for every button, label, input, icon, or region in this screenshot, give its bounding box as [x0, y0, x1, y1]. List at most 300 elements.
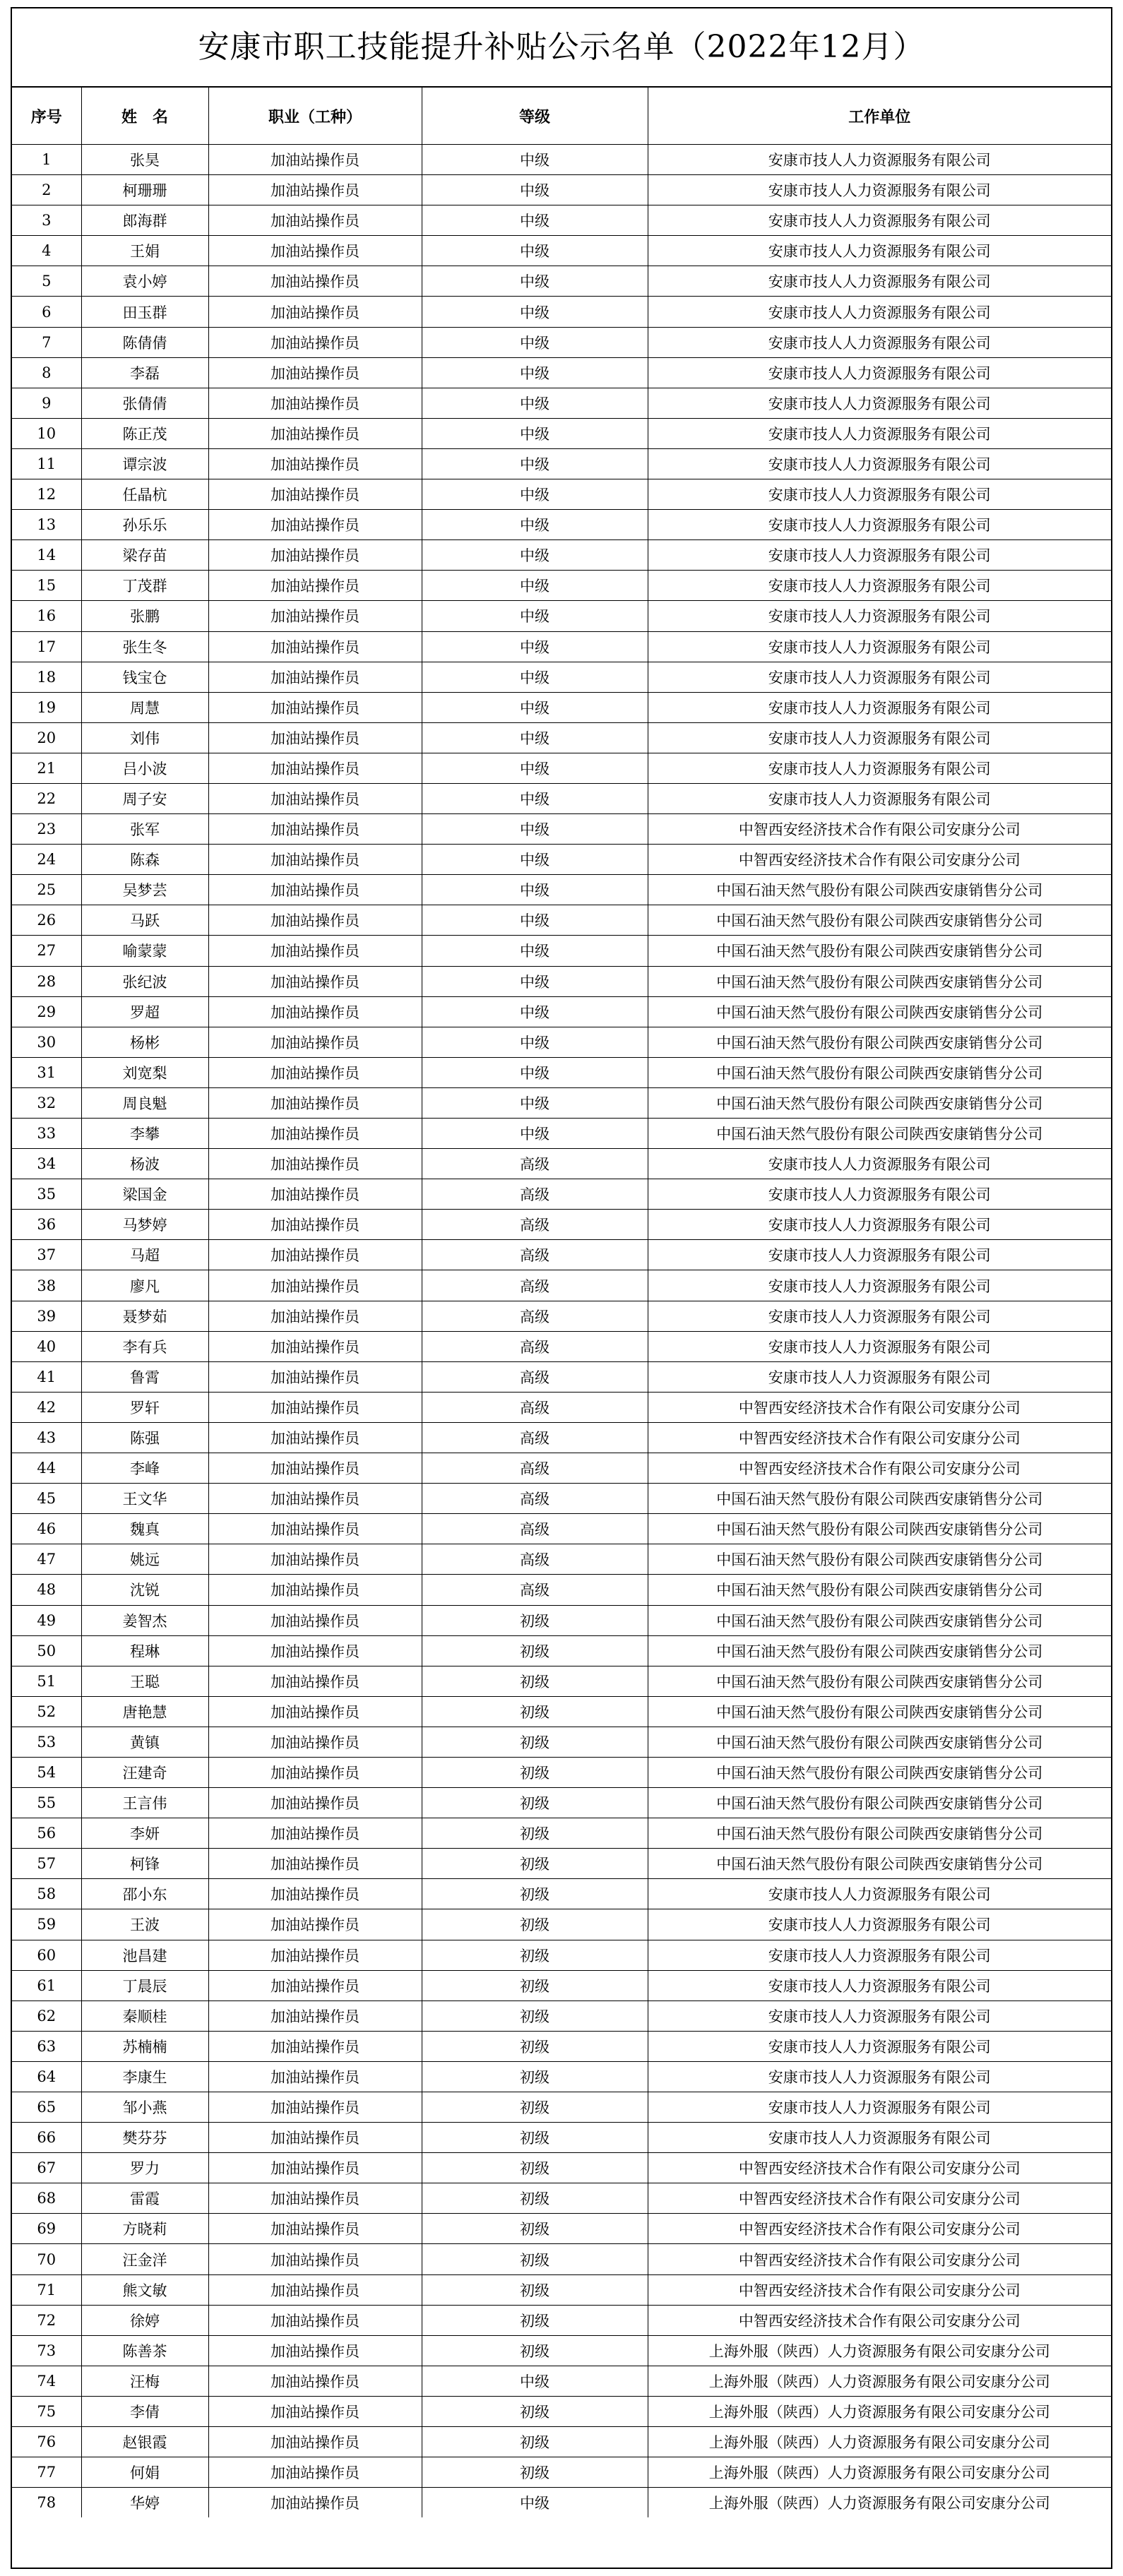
cell-level: 中级 [422, 875, 648, 905]
table-row [12, 1544, 1111, 1575]
cell-seq: 23 [12, 814, 81, 845]
cell-employer: 安康市技人人力资源服务有限公司 [648, 722, 1111, 753]
table-row [12, 966, 1111, 996]
header-employer: 工作单位 [648, 88, 1111, 145]
cell-level: 中级 [422, 357, 648, 388]
table-row [12, 2488, 1111, 2518]
table-row [12, 1331, 1111, 1361]
cell-occupation: 加油站操作员 [208, 1879, 422, 1909]
cell-employer: 安康市技人人力资源服务有限公司 [648, 540, 1111, 571]
roster-sheet [11, 7, 1112, 2569]
cell-occupation: 加油站操作员 [208, 1057, 422, 1087]
cell-seq: 65 [12, 2092, 81, 2123]
table-row [12, 2335, 1111, 2366]
cell-level: 中级 [422, 297, 648, 327]
cell-name: 沈锐 [81, 1575, 208, 1605]
cell-name: 雷霞 [81, 2183, 208, 2214]
table-row [12, 1119, 1111, 1149]
cell-seq: 10 [12, 418, 81, 448]
cell-employer: 安康市技人人力资源服务有限公司 [648, 662, 1111, 692]
cell-employer: 中国石油天然气股份有限公司陕西安康销售分公司 [648, 1605, 1111, 1635]
cell-level: 初级 [422, 2214, 648, 2244]
cell-level: 中级 [422, 662, 648, 692]
cell-seq: 9 [12, 388, 81, 418]
cell-employer: 安康市技人人力资源服务有限公司 [648, 692, 1111, 722]
cell-name: 华婷 [81, 2488, 208, 2518]
cell-seq: 71 [12, 2274, 81, 2305]
cell-employer: 中国石油天然气股份有限公司陕西安康销售分公司 [648, 1727, 1111, 1757]
cell-level: 初级 [422, 2061, 648, 2092]
table-row [12, 2305, 1111, 2335]
cell-seq: 13 [12, 510, 81, 540]
cell-seq: 34 [12, 1149, 81, 1179]
cell-occupation: 加油站操作员 [208, 1849, 422, 1879]
cell-occupation: 加油站操作员 [208, 1331, 422, 1361]
cell-seq: 58 [12, 1879, 81, 1909]
table-row [12, 601, 1111, 631]
table-row [12, 2123, 1111, 2153]
page-title: 安康市职工技能提升补贴公示名单（2022年12月） [12, 8, 1111, 88]
cell-name: 赵银霞 [81, 2427, 208, 2457]
cell-occupation: 加油站操作员 [208, 297, 422, 327]
cell-employer: 安康市技人人力资源服务有限公司 [648, 1270, 1111, 1301]
cell-employer: 安康市技人人力资源服务有限公司 [648, 145, 1111, 175]
cell-name: 任晶杭 [81, 479, 208, 510]
cell-employer: 中国石油天然气股份有限公司陕西安康销售分公司 [648, 1544, 1111, 1575]
cell-level: 中级 [422, 722, 648, 753]
cell-level: 初级 [422, 2183, 648, 2214]
cell-level: 中级 [422, 905, 648, 936]
cell-employer: 中国石油天然气股份有限公司陕西安康销售分公司 [648, 1666, 1111, 1696]
cell-seq: 28 [12, 966, 81, 996]
cell-name: 柯珊珊 [81, 175, 208, 205]
cell-occupation: 加油站操作员 [208, 2092, 422, 2123]
cell-name: 陈森 [81, 845, 208, 875]
cell-employer: 安康市技人人力资源服务有限公司 [648, 1361, 1111, 1392]
cell-level: 中级 [422, 418, 648, 448]
cell-employer: 安康市技人人力资源服务有限公司 [648, 388, 1111, 418]
table-row [12, 2244, 1111, 2274]
table-row [12, 692, 1111, 722]
cell-seq: 5 [12, 266, 81, 297]
cell-level: 中级 [422, 1087, 648, 1118]
cell-name: 熊文敏 [81, 2274, 208, 2305]
cell-name: 李峰 [81, 1453, 208, 1484]
cell-employer: 中国石油天然气股份有限公司陕西安康销售分公司 [648, 1757, 1111, 1787]
table-row [12, 1514, 1111, 1544]
table-row [12, 2457, 1111, 2488]
cell-employer: 安康市技人人力资源服务有限公司 [648, 1210, 1111, 1240]
table-row [12, 2061, 1111, 2092]
cell-level: 中级 [422, 571, 648, 601]
table-row [12, 1179, 1111, 1210]
cell-seq: 39 [12, 1301, 81, 1331]
cell-seq: 63 [12, 2031, 81, 2061]
cell-occupation: 加油站操作员 [208, 2244, 422, 2274]
table-row [12, 1635, 1111, 1666]
cell-seq: 4 [12, 236, 81, 266]
table-row [12, 1909, 1111, 1940]
cell-level: 高级 [422, 1331, 648, 1361]
cell-occupation: 加油站操作员 [208, 2061, 422, 2092]
cell-occupation: 加油站操作员 [208, 2274, 422, 2305]
cell-level: 高级 [422, 1453, 648, 1484]
cell-level: 中级 [422, 448, 648, 479]
cell-seq: 53 [12, 1727, 81, 1757]
cell-seq: 70 [12, 2244, 81, 2274]
cell-employer: 中国石油天然气股份有限公司陕西安康销售分公司 [648, 1696, 1111, 1727]
cell-level: 初级 [422, 2274, 648, 2305]
cell-name: 喻蒙蒙 [81, 936, 208, 966]
cell-seq: 55 [12, 1788, 81, 1818]
cell-name: 樊芬芬 [81, 2123, 208, 2153]
cell-occupation: 加油站操作员 [208, 2123, 422, 2153]
cell-seq: 16 [12, 601, 81, 631]
cell-employer: 上海外服（陕西）人力资源服务有限公司安康分公司 [648, 2366, 1111, 2396]
cell-occupation: 加油站操作员 [208, 540, 422, 571]
table-row [12, 2092, 1111, 2123]
cell-name: 王文华 [81, 1484, 208, 1514]
table-row [12, 1422, 1111, 1453]
cell-seq: 42 [12, 1392, 81, 1422]
cell-occupation: 加油站操作员 [208, 1119, 422, 1149]
cell-name: 吴梦芸 [81, 875, 208, 905]
table-row [12, 1210, 1111, 1240]
cell-name: 田玉群 [81, 297, 208, 327]
cell-level: 中级 [422, 601, 648, 631]
table-row [12, 1453, 1111, 1484]
cell-occupation: 加油站操作员 [208, 1666, 422, 1696]
cell-employer: 安康市技人人力资源服务有限公司 [648, 510, 1111, 540]
cell-occupation: 加油站操作员 [208, 2031, 422, 2061]
cell-occupation: 加油站操作员 [208, 1361, 422, 1392]
table-row [12, 357, 1111, 388]
table-row [12, 2153, 1111, 2183]
cell-occupation: 加油站操作员 [208, 1301, 422, 1331]
cell-level: 高级 [422, 1422, 648, 1453]
cell-occupation: 加油站操作员 [208, 936, 422, 966]
cell-occupation: 加油站操作员 [208, 1788, 422, 1818]
cell-employer: 中国石油天然气股份有限公司陕西安康销售分公司 [648, 966, 1111, 996]
cell-name: 苏楠楠 [81, 2031, 208, 2061]
table-row [12, 753, 1111, 783]
cell-seq: 57 [12, 1849, 81, 1879]
cell-name: 柯锋 [81, 1849, 208, 1879]
cell-name: 马梦婷 [81, 1210, 208, 1240]
cell-employer: 安康市技人人力资源服务有限公司 [648, 2061, 1111, 2092]
cell-occupation: 加油站操作员 [208, 1696, 422, 1727]
cell-employer: 安康市技人人力资源服务有限公司 [648, 236, 1111, 266]
cell-level: 高级 [422, 1575, 648, 1605]
table-row [12, 783, 1111, 813]
cell-seq: 52 [12, 1696, 81, 1727]
cell-name: 唐艳慧 [81, 1696, 208, 1727]
header-occupation: 职业（工种） [208, 88, 422, 145]
cell-name: 杨波 [81, 1149, 208, 1179]
table-row [12, 1727, 1111, 1757]
cell-level: 中级 [422, 1057, 648, 1087]
cell-name: 王波 [81, 1909, 208, 1940]
cell-seq: 2 [12, 175, 81, 205]
cell-occupation: 加油站操作员 [208, 327, 422, 357]
cell-employer: 安康市技人人力资源服务有限公司 [648, 448, 1111, 479]
cell-occupation: 加油站操作员 [208, 2427, 422, 2457]
cell-name: 罗轩 [81, 1392, 208, 1422]
cell-occupation: 加油站操作员 [208, 1392, 422, 1422]
cell-employer: 安康市技人人力资源服务有限公司 [648, 1970, 1111, 2000]
cell-level: 高级 [422, 1544, 648, 1575]
cell-name: 程琳 [81, 1635, 208, 1666]
cell-occupation: 加油站操作员 [208, 2488, 422, 2518]
cell-occupation: 加油站操作员 [208, 1210, 422, 1240]
cell-employer: 安康市技人人力资源服务有限公司 [648, 175, 1111, 205]
cell-level: 高级 [422, 1301, 648, 1331]
cell-seq: 75 [12, 2396, 81, 2426]
cell-occupation: 加油站操作员 [208, 601, 422, 631]
cell-seq: 36 [12, 1210, 81, 1240]
cell-employer: 中国石油天然气股份有限公司陕西安康销售分公司 [648, 1484, 1111, 1514]
cell-employer: 中智西安经济技术合作有限公司安康分公司 [648, 1453, 1111, 1484]
roster-table [12, 88, 1111, 2517]
cell-occupation: 加油站操作员 [208, 1970, 422, 2000]
cell-occupation: 加油站操作员 [208, 753, 422, 783]
table-row [12, 418, 1111, 448]
cell-name: 郎海群 [81, 205, 208, 236]
cell-seq: 20 [12, 722, 81, 753]
cell-occupation: 加油站操作员 [208, 448, 422, 479]
cell-employer: 安康市技人人力资源服务有限公司 [648, 1879, 1111, 1909]
table-row [12, 875, 1111, 905]
table-row [12, 388, 1111, 418]
cell-seq: 22 [12, 783, 81, 813]
cell-level: 初级 [422, 2305, 648, 2335]
cell-name: 邹小燕 [81, 2092, 208, 2123]
cell-name: 汪梅 [81, 2366, 208, 2396]
table-row [12, 1849, 1111, 1879]
cell-occupation: 加油站操作员 [208, 814, 422, 845]
cell-name: 陈善茶 [81, 2335, 208, 2366]
cell-name: 廖凡 [81, 1270, 208, 1301]
cell-name: 何娟 [81, 2457, 208, 2488]
cell-level: 中级 [422, 814, 648, 845]
cell-seq: 26 [12, 905, 81, 936]
cell-seq: 19 [12, 692, 81, 722]
cell-employer: 安康市技人人力资源服务有限公司 [648, 1149, 1111, 1179]
cell-employer: 中国石油天然气股份有限公司陕西安康销售分公司 [648, 1057, 1111, 1087]
table-row [12, 1484, 1111, 1514]
cell-employer: 中智西安经济技术合作有限公司安康分公司 [648, 2274, 1111, 2305]
cell-name: 刘伟 [81, 722, 208, 753]
cell-level: 中级 [422, 1027, 648, 1057]
cell-name: 汪金洋 [81, 2244, 208, 2274]
header-row [12, 88, 1111, 145]
cell-employer: 中国石油天然气股份有限公司陕西安康销售分公司 [648, 905, 1111, 936]
cell-occupation: 加油站操作员 [208, 1575, 422, 1605]
cell-seq: 43 [12, 1422, 81, 1453]
cell-occupation: 加油站操作员 [208, 1514, 422, 1544]
cell-employer: 中国石油天然气股份有限公司陕西安康销售分公司 [648, 1635, 1111, 1666]
cell-occupation: 加油站操作员 [208, 2153, 422, 2183]
table-row [12, 1970, 1111, 2000]
cell-seq: 25 [12, 875, 81, 905]
cell-level: 中级 [422, 388, 648, 418]
cell-occupation: 加油站操作员 [208, 2366, 422, 2396]
cell-seq: 78 [12, 2488, 81, 2518]
cell-seq: 15 [12, 571, 81, 601]
cell-seq: 21 [12, 753, 81, 783]
cell-employer: 中国石油天然气股份有限公司陕西安康销售分公司 [648, 1788, 1111, 1818]
cell-level: 初级 [422, 1727, 648, 1757]
cell-employer: 上海外服（陕西）人力资源服务有限公司安康分公司 [648, 2427, 1111, 2457]
cell-level: 高级 [422, 1361, 648, 1392]
cell-employer: 安康市技人人力资源服务有限公司 [648, 357, 1111, 388]
cell-seq: 69 [12, 2214, 81, 2244]
cell-seq: 47 [12, 1544, 81, 1575]
header-name: 姓 名 [81, 88, 208, 145]
cell-seq: 18 [12, 662, 81, 692]
cell-level: 中级 [422, 753, 648, 783]
table-row [12, 1270, 1111, 1301]
cell-level: 中级 [422, 1119, 648, 1149]
cell-name: 杨彬 [81, 1027, 208, 1057]
cell-level: 高级 [422, 1210, 648, 1240]
header-level: 等级 [422, 88, 648, 145]
cell-occupation: 加油站操作员 [208, 2335, 422, 2366]
table-row [12, 1666, 1111, 1696]
table-row [12, 327, 1111, 357]
cell-level: 中级 [422, 175, 648, 205]
cell-seq: 60 [12, 1940, 81, 1970]
table-row [12, 266, 1111, 297]
cell-occupation: 加油站操作员 [208, 357, 422, 388]
table-row [12, 905, 1111, 936]
cell-level: 中级 [422, 996, 648, 1027]
cell-employer: 中国石油天然气股份有限公司陕西安康销售分公司 [648, 1575, 1111, 1605]
cell-employer: 中智西安经济技术合作有限公司安康分公司 [648, 845, 1111, 875]
cell-level: 初级 [422, 1635, 648, 1666]
table-row [12, 2031, 1111, 2061]
cell-occupation: 加油站操作员 [208, 388, 422, 418]
cell-level: 初级 [422, 1849, 648, 1879]
cell-level: 中级 [422, 692, 648, 722]
table-row [12, 996, 1111, 1027]
cell-occupation: 加油站操作员 [208, 1757, 422, 1787]
cell-occupation: 加油站操作员 [208, 1087, 422, 1118]
cell-name: 张倩倩 [81, 388, 208, 418]
cell-name: 马超 [81, 1240, 208, 1270]
table-row [12, 236, 1111, 266]
cell-employer: 安康市技人人力资源服务有限公司 [648, 266, 1111, 297]
cell-employer: 中智西安经济技术合作有限公司安康分公司 [648, 814, 1111, 845]
cell-employer: 中国石油天然气股份有限公司陕西安康销售分公司 [648, 1119, 1111, 1149]
cell-name: 谭宗波 [81, 448, 208, 479]
cell-level: 初级 [422, 1940, 648, 1970]
cell-seq: 45 [12, 1484, 81, 1514]
cell-seq: 17 [12, 631, 81, 662]
cell-occupation: 加油站操作员 [208, 783, 422, 813]
cell-name: 池昌建 [81, 1940, 208, 1970]
cell-occupation: 加油站操作员 [208, 1909, 422, 1940]
cell-name: 鲁霄 [81, 1361, 208, 1392]
table-row [12, 2427, 1111, 2457]
cell-name: 吕小波 [81, 753, 208, 783]
cell-employer: 中国石油天然气股份有限公司陕西安康销售分公司 [648, 1027, 1111, 1057]
cell-seq: 14 [12, 540, 81, 571]
cell-name: 方晓莉 [81, 2214, 208, 2244]
cell-occupation: 加油站操作员 [208, 875, 422, 905]
cell-employer: 安康市技人人力资源服务有限公司 [648, 601, 1111, 631]
cell-occupation: 加油站操作员 [208, 631, 422, 662]
cell-employer: 安康市技人人力资源服务有限公司 [648, 327, 1111, 357]
cell-employer: 安康市技人人力资源服务有限公司 [648, 2031, 1111, 2061]
cell-level: 中级 [422, 631, 648, 662]
cell-employer: 中国石油天然气股份有限公司陕西安康销售分公司 [648, 875, 1111, 905]
cell-name: 邵小东 [81, 1879, 208, 1909]
cell-employer: 安康市技人人力资源服务有限公司 [648, 783, 1111, 813]
table-row [12, 175, 1111, 205]
cell-name: 马跃 [81, 905, 208, 936]
cell-employer: 上海外服（陕西）人力资源服务有限公司安康分公司 [648, 2335, 1111, 2366]
cell-level: 初级 [422, 1666, 648, 1696]
cell-level: 中级 [422, 236, 648, 266]
cell-name: 王聪 [81, 1666, 208, 1696]
cell-employer: 安康市技人人力资源服务有限公司 [648, 753, 1111, 783]
cell-employer: 安康市技人人力资源服务有限公司 [648, 1940, 1111, 1970]
table-row [12, 2183, 1111, 2214]
cell-occupation: 加油站操作员 [208, 996, 422, 1027]
table-row [12, 845, 1111, 875]
cell-occupation: 加油站操作员 [208, 1453, 422, 1484]
table-row [12, 297, 1111, 327]
cell-seq: 30 [12, 1027, 81, 1057]
cell-seq: 56 [12, 1818, 81, 1849]
cell-level: 初级 [422, 2000, 648, 2031]
header-seq: 序号 [12, 88, 81, 145]
cell-level: 中级 [422, 783, 648, 813]
cell-occupation: 加油站操作员 [208, 966, 422, 996]
cell-occupation: 加油站操作员 [208, 1240, 422, 1270]
table-row [12, 1027, 1111, 1057]
cell-level: 中级 [422, 327, 648, 357]
cell-seq: 77 [12, 2457, 81, 2488]
cell-occupation: 加油站操作员 [208, 692, 422, 722]
cell-seq: 29 [12, 996, 81, 1027]
cell-seq: 38 [12, 1270, 81, 1301]
cell-name: 陈正茂 [81, 418, 208, 448]
cell-occupation: 加油站操作员 [208, 418, 422, 448]
cell-name: 李倩 [81, 2396, 208, 2426]
cell-seq: 66 [12, 2123, 81, 2153]
cell-seq: 27 [12, 936, 81, 966]
cell-employer: 安康市技人人力资源服务有限公司 [648, 2123, 1111, 2153]
table-row [12, 205, 1111, 236]
cell-name: 聂梦茹 [81, 1301, 208, 1331]
cell-level: 初级 [422, 1879, 648, 1909]
cell-level: 初级 [422, 2031, 648, 2061]
cell-occupation: 加油站操作员 [208, 845, 422, 875]
cell-level: 初级 [422, 1757, 648, 1787]
cell-employer: 中智西安经济技术合作有限公司安康分公司 [648, 2153, 1111, 2183]
cell-seq: 40 [12, 1331, 81, 1361]
cell-employer: 中智西安经济技术合作有限公司安康分公司 [648, 2305, 1111, 2335]
cell-employer: 安康市技人人力资源服务有限公司 [648, 571, 1111, 601]
cell-name: 徐婷 [81, 2305, 208, 2335]
cell-name: 张昊 [81, 145, 208, 175]
cell-name: 李有兵 [81, 1331, 208, 1361]
cell-employer: 安康市技人人力资源服务有限公司 [648, 1179, 1111, 1210]
cell-level: 中级 [422, 205, 648, 236]
cell-level: 中级 [422, 145, 648, 175]
